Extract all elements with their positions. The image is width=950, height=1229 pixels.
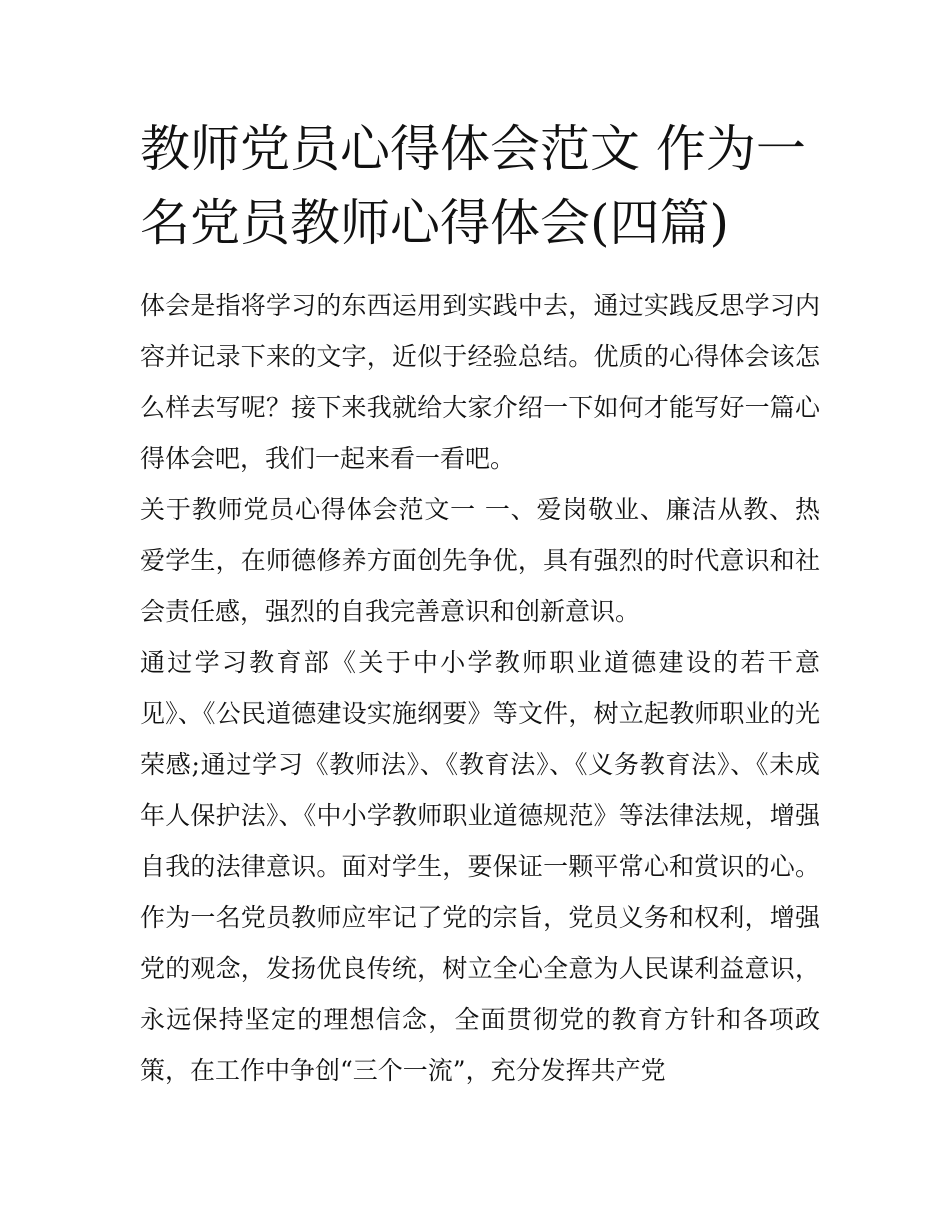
document-body — [140, 280, 820, 1096]
paragraph: 体会是指将学习的东西运用到实践中去，通过实践反思学习内容并记录下来的文字，近似于经验总结。优质的心得体会该怎么样去写呢？接下来我就给大家介绍一下如何才能写好一篇心得体会吧，我们一起来看一看吧。 — [140, 291, 820, 473]
document-title: 教师党员心得体会范文 作为一名党员教师心得体会(四篇) — [140, 120, 806, 252]
paragraph: 关于教师党员心得体会范文一 一、爱岗敬业、廉洁从教、热爱学生，在师德修养方面创先争优，具有强烈的时代意识和社会责任感，强烈的自我完善意识和创新意识。 — [140, 495, 820, 626]
paragraph: 通过学习教育部《关于中小学教师职业道德建设的若干意见》、《公民道德建设实施纲要》等文件，树立起教师职业的光荣感;通过学习《教师法》、《教育法》、《义务教育法》、《未成年人保护法》、《中小学教师职业道德规范》等法律法规，增强自我的法律意识。面对学生，要保证一颗平常心和赏识的心。作为一名党员教师应牢记了党的宗旨，党员义务和权利，增强党的观念，发扬优良传统，树立全心全意为人民谋利益意识，永远保持坚定的理想信念，全面贯彻党的教育方针和各项政策，在工作中争创“三个一流”，充分发挥共产党 — [140, 648, 820, 1085]
